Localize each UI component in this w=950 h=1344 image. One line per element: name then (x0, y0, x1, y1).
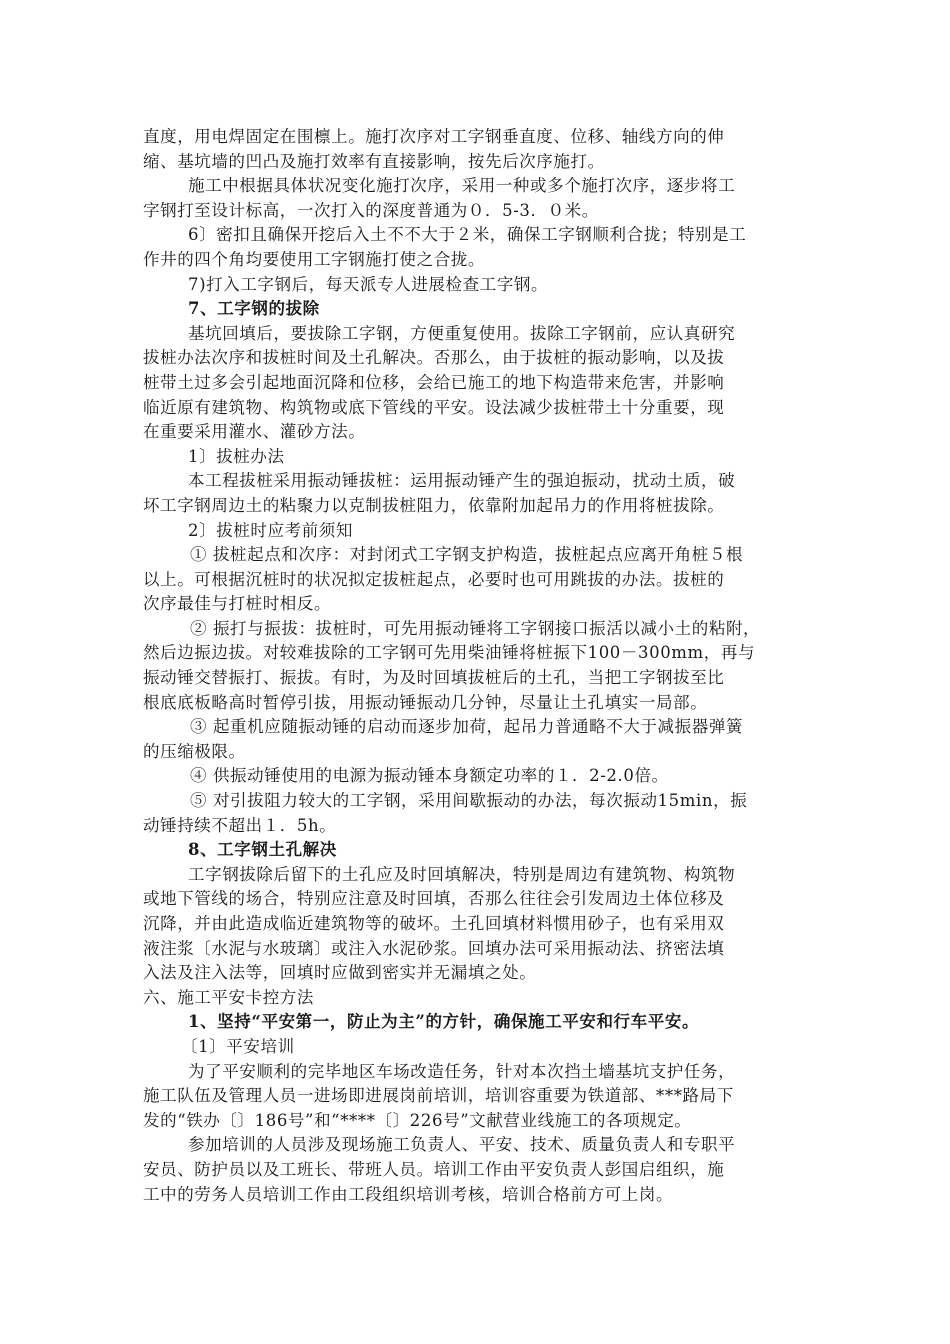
body-text-line: 振动锤交替振打、振拔。有时，为及时回填拔桩后的土孔，当把工字钢拔至比 (143, 668, 725, 688)
body-text-line: 或地下管线的场合，特别应注意及时回填，否那么往往会引发周边土体位移及 (143, 889, 725, 909)
body-text-line: 沉降，并由此造成临近建筑物等的破坏。土孔回填材料惯用砂子，也有采用双 (143, 914, 725, 933)
body-text-line: 液注浆〔水泥与水玻璃〕或注入水泥砂浆。回填办法可采用振动法、挤密法填 (143, 938, 725, 958)
body-text-line: 发的“铁办〔〕186号”和“****〔〕226号”文献营业线施工的各项规定。 (143, 1110, 692, 1130)
section-heading-line: 7、工字钢的拔除 (188, 299, 320, 319)
body-text-line: 施工中根据具体状况变化施打次序，采用一种或多个施打次序，逐步将工 (188, 176, 736, 196)
body-text-line: 入法及注入法等，回填时应做到密实并无漏填之处。 (143, 963, 537, 983)
body-text-line: 次序最佳与打桩时相反。 (143, 594, 332, 614)
body-text-line: 工字钢拔除后留下的土孔应及时回填解决，特别是周边有建筑物、构筑物 (188, 864, 736, 884)
body-text-line: ① 拔桩起点和次序：对封闭式工字钢支护构造，拔桩起点应离开角桩５根 (190, 545, 744, 565)
body-text-line: 在重要采用灌水、灌砂方法。 (143, 422, 366, 442)
body-text-line: 作井的四个角均要使用工字钢施打使之合拢。 (143, 249, 485, 269)
body-text-line: 安员、防护员以及工班长、带班人员。培训工作由平安负责人彭国启组织，施 (143, 1159, 725, 1179)
section-heading-line: 1、坚持“平安第一，防止为主”的方针，确保施工平安和行车平安。 (188, 1012, 700, 1032)
body-text-line: ② 振打与振拔：拔桩时，可先用振动锤将工字钢接口振活以减小土的粘附， (190, 618, 761, 638)
body-text-line: 6〕密扣且确保开挖后入土不不大于２米，确保工字钢顺利合拢；特别是工 (188, 225, 747, 245)
section-heading-line: 8、工字钢土孔解决 (188, 840, 337, 860)
body-text-line: 的压缩极限。 (143, 741, 246, 761)
body-text-line: 以上。可根据沉桩时的状况拟定拔桩起点，必要时也可用跳拔的办法。拔桩的 (143, 569, 725, 589)
body-text-line: 拔桩办法次序和拔桩时间及土孔解决。否那么，由于拔桩的振动影响，以及拔 (143, 348, 725, 368)
body-text-line: 7)打入工字钢后，每天派专人进展检查工字钢。 (188, 274, 549, 294)
body-text-line: ③ 起重机应随振动锤的启动而逐步加荷，起吊力普通略不大于减振器弹簧 (190, 717, 744, 737)
body-text-line: 字钢打至设计标高，一次打入的深度普通为０．5-3．０米。 (143, 200, 599, 220)
body-text-line: 六、施工平安卡控方法 (143, 987, 314, 1007)
body-text-line: 为了平安顺利的完毕地区车场改造任务，针对本次挡土墙基坑支护任务， (188, 1061, 736, 1081)
body-text-line: ④ 供振动锤使用的电源为振动锤本身额定功率的１．2-2.0倍。 (190, 766, 669, 786)
body-text-line: 临近原有建筑物、构筑物或底下管线的平安。设法减少拔桩带土十分重要，现 (143, 397, 725, 417)
body-text-line: ⑤ 对引拔阻力较大的工字钢，采用间歇振动的办法，每次振动15min，振 (190, 791, 748, 811)
body-text-line: 〔1〕平安培训 (181, 1036, 295, 1056)
body-text-line: 动锤持续不超出１．5h。 (143, 815, 337, 835)
body-text-line: 基坑回填后，要拔除工字钢，方便重复使用。拔除工字钢前，应认真研究 (188, 323, 736, 343)
body-text-line: 坏工字钢周边土的粘聚力以克制拔桩阻力，依靠附加起吊力的作用将桩拔除。 (143, 495, 725, 515)
body-text-line: 桩带土过多会引起地面沉降和位移，会给已施工的地下构造带来危害，并影响 (143, 372, 725, 392)
body-text-line: 1〕拔桩办法 (188, 446, 285, 466)
body-text-line: 工中的劳务人员培训工作由工段组织培训考核，培训合格前方可上岗。 (143, 1184, 674, 1204)
body-text-line: 直度，用电焊固定在围檩上。施打次序对工字钢垂直度、位移、轴线方向的伸 (143, 127, 725, 146)
body-text-line: 施工队伍及管理人员一进场即进展岗前培训，培训容重要为铁道部、***路局下 (143, 1086, 734, 1106)
body-text-line: 本工程拔桩采用振动锤拔桩：运用振动锤产生的强迫振动，扰动土质，破 (188, 471, 736, 491)
body-text-line: 参加培训的人员涉及现场施工负责人、平安、技术、质量负责人和专职平 (188, 1135, 736, 1155)
body-text-line: 根底底板略高时暂停引拔，用振动锤振动几分钟，尽量让土孔填实一局部。 (143, 692, 708, 712)
body-text-line: 缩、基坑墙的凹凸及施打效率有直接影响，按先后次序施打。 (143, 151, 605, 171)
body-text-line: 然后边振边拔。对较难拔除的工字钢可先用柴油锤将桩振下100－300mm，再与 (143, 643, 756, 663)
body-text-line: 2〕拔桩时应考前须知 (188, 520, 353, 540)
